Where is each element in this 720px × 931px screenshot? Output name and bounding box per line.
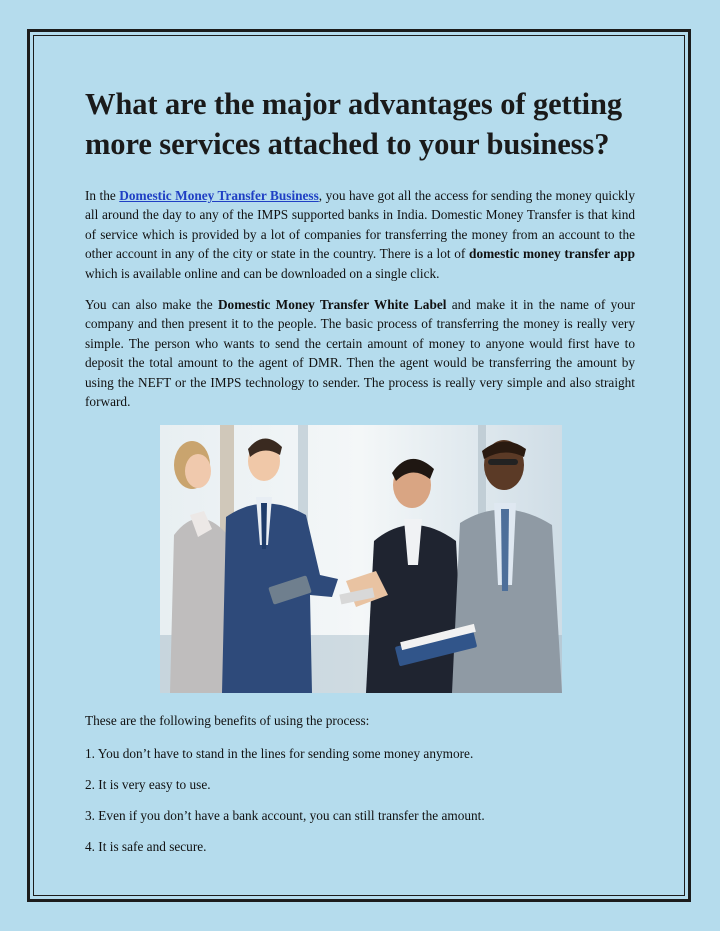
para1-prefix: In the (85, 188, 120, 203)
para1-suffix: which is available online and can be downloaded on a single click. (85, 265, 440, 281)
benefit-item-1: 1. You don’t have to stand in the lines for sending some money anymore. (85, 745, 474, 761)
para1-middle: , you have got all the access for sending the money quickly all around the day to any of the IMPS supported banks in India. Domestic Money Transfer is that kind of service which is provided by a lot of companies for transferring the money from an account to the other account in any of the city or state in the country. There is a lot of (85, 188, 635, 262)
business-meeting-illustration (160, 425, 562, 693)
page-title: What are the major advantages of getting more services attached to your business? (85, 87, 623, 161)
domestic-money-transfer-business-link[interactable]: Domestic Money Transfer Business (119, 188, 319, 203)
document-body (85, 84, 635, 869)
benefit-item-3: 3. Even if you don’t have a bank account, you can still transfer the amount. (85, 807, 485, 823)
benefit-item-4: 4. It is safe and secure. (85, 838, 207, 854)
benefits-intro: These are the following benefits of using the process: (85, 713, 370, 729)
para2-bold: Domestic Money Transfer White Label (217, 297, 447, 313)
paragraph-intro (85, 186, 635, 283)
para1-bold: domestic money transfer app (469, 246, 636, 262)
para2-prefix: You can also make the (85, 297, 218, 313)
para2-suffix: and make it in the name of your company and then present it to the people. The basic process of transferring the money is really very simple. The person who wants to send the certain amount of money to anyone would first have to deposit the total amount to the agent of DMR. Then the agent would be transferring the amount by using the NEFT or the IMPS technology to sender. The process is really very simple and also straight forward. (85, 297, 635, 410)
paragraph-white-label (85, 295, 635, 411)
business-meeting-photo (160, 425, 562, 693)
benefit-item-2: 2. It is very easy to use. (85, 776, 211, 792)
